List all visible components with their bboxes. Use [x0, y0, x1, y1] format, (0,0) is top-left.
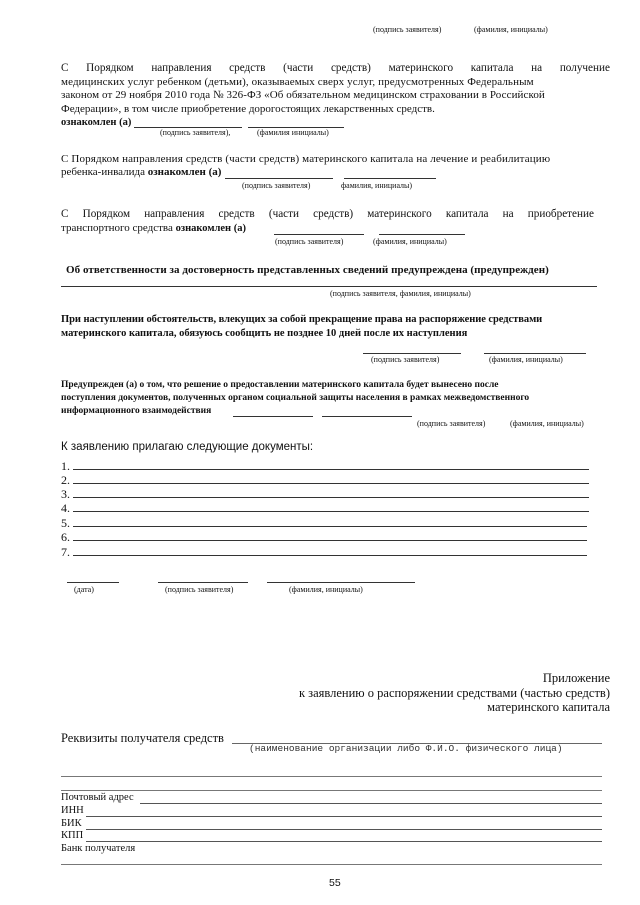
warning-name-line [322, 416, 412, 417]
para1-line4: Федерации», в том числе приобретение дорогостоящих лекарственных средств. [61, 103, 435, 115]
document-item: 2. [61, 473, 70, 487]
para2-sig-caption: (подпись заявителя) [242, 181, 311, 190]
para1-line2: медицинских услуг ребенком (детьми), оказываемых сверх услуг, предусмотренных Федеральным [61, 76, 534, 88]
para2-name-caption: фамилия, инициалы) [341, 181, 413, 190]
appendix-line3: материнского капитала [487, 700, 610, 714]
document-line[interactable] [73, 555, 587, 556]
para3-line2: транспортного средства ознакомлен (а) [61, 222, 246, 234]
top-signature-caption: (подпись заявителя) [373, 25, 442, 34]
bik-line[interactable] [86, 829, 602, 830]
document-line[interactable] [73, 540, 587, 541]
recipient-label: Реквизиты получателя средств [61, 731, 224, 745]
responsibility-caption: (подпись заявителя, фамилия, инициалы) [330, 289, 471, 298]
date-line[interactable] [67, 582, 119, 583]
document-item: 6. [61, 530, 70, 544]
page-number: 55 [329, 877, 341, 889]
document-line[interactable] [73, 483, 589, 484]
footer-sig-caption: (подпись заявителя) [165, 585, 234, 594]
document-line[interactable] [73, 469, 589, 470]
circumstances-name-caption: (фамилия, инициалы) [489, 355, 563, 364]
document-item: 4. [61, 501, 70, 515]
inn-label: ИНН [61, 805, 84, 816]
document-item: 5. [61, 516, 70, 530]
kpp-label: КПП [61, 830, 84, 841]
document-line[interactable] [73, 497, 589, 498]
footer-name-line[interactable] [267, 582, 415, 583]
para3-sig-caption: (подпись заявителя) [275, 237, 344, 246]
bik-label: БИК [61, 818, 82, 829]
para2-line1: С Порядком направления средств (части средств) материнского капитала на лечение и реабилитацию [61, 153, 551, 165]
para1-name-caption: (фамилия инициалы) [257, 128, 329, 137]
para2-sig-line [225, 178, 333, 179]
recipient-caption: (наименование организации либо Ф.И.О. физического лица) [249, 743, 563, 754]
postal-address-line[interactable] [140, 803, 602, 804]
circumstances-sig-line [363, 353, 461, 354]
recipient-extra-line[interactable] [61, 790, 602, 791]
warning-line2: поступления документов, полученных органом социальной защиты населения в рамках межведомственного [61, 393, 530, 403]
footer-name-caption: (фамилия, инициалы) [289, 585, 363, 594]
document-item: 7. [61, 545, 70, 559]
para3-name-line [379, 234, 465, 235]
para1-ack: ознакомлен (а) [61, 117, 132, 128]
top-name-caption: (фамилия, инициалы) [474, 25, 548, 34]
warning-name-caption: (фамилия, инициалы) [510, 419, 584, 428]
document-line[interactable] [73, 511, 589, 512]
recipient-extra-line[interactable] [61, 776, 602, 777]
responsibility-line [61, 286, 597, 287]
inn-line[interactable] [86, 816, 602, 817]
documents-heading: К заявлению прилагаю следующие документы: [61, 441, 314, 453]
postal-address-label: Почтовый адрес [61, 792, 134, 803]
bank-label: Банк получателя [61, 843, 136, 854]
kpp-line[interactable] [86, 841, 602, 842]
appendix-title: Приложение [542, 671, 610, 685]
circumstances-line1: При наступлении обстоятельств, влекущих за собой прекращение права на распоряжение средствами [61, 314, 543, 325]
warning-sig-caption: (подпись заявителя) [417, 419, 486, 428]
para3-name-caption: (фамилия, инициалы) [373, 237, 447, 246]
circumstances-name-line [484, 353, 586, 354]
date-caption: (дата) [74, 585, 94, 594]
para3-sig-line [274, 234, 364, 235]
para1-line1: С Порядком направления средств (части средств) материнского капитала на получение [61, 62, 610, 74]
circumstances-sig-caption: (подпись заявителя) [371, 355, 440, 364]
document-item: 1. [61, 459, 70, 473]
document-item: 3. [61, 487, 70, 501]
warning-line1: Предупрежден (а) о том, что решение о предоставлении материнского капитала будет вынесено после [61, 380, 499, 390]
para2-name-line [344, 178, 436, 179]
document-line[interactable] [73, 526, 587, 527]
para1-line3: законом от 29 ноября 2010 года № 326-ФЗ «Об обязательном медицинском страховании в Российской [61, 89, 545, 101]
warning-sig-line [233, 416, 313, 417]
para2-line2: ребенка-инвалида ознакомлен (а) [61, 166, 222, 178]
para1-sig-caption: (подпись заявителя), [160, 128, 231, 137]
circumstances-line2: материнского капитала, обязуюсь сообщить не позднее 10 дней после их наступления [61, 328, 468, 339]
responsibility-text: Об ответственности за достоверность представленных сведений предупреждена (предупрежден) [66, 264, 549, 276]
para3-line1: С Порядком направления средств (части средств) материнского капитала на приобретение [61, 208, 594, 220]
warning-line3: информационного взаимодействия [61, 406, 212, 416]
footer-sig-line[interactable] [158, 582, 248, 583]
appendix-line2: к заявлению о распоряжении средствами (частью средств) [298, 686, 610, 700]
bank-line[interactable] [61, 864, 602, 865]
